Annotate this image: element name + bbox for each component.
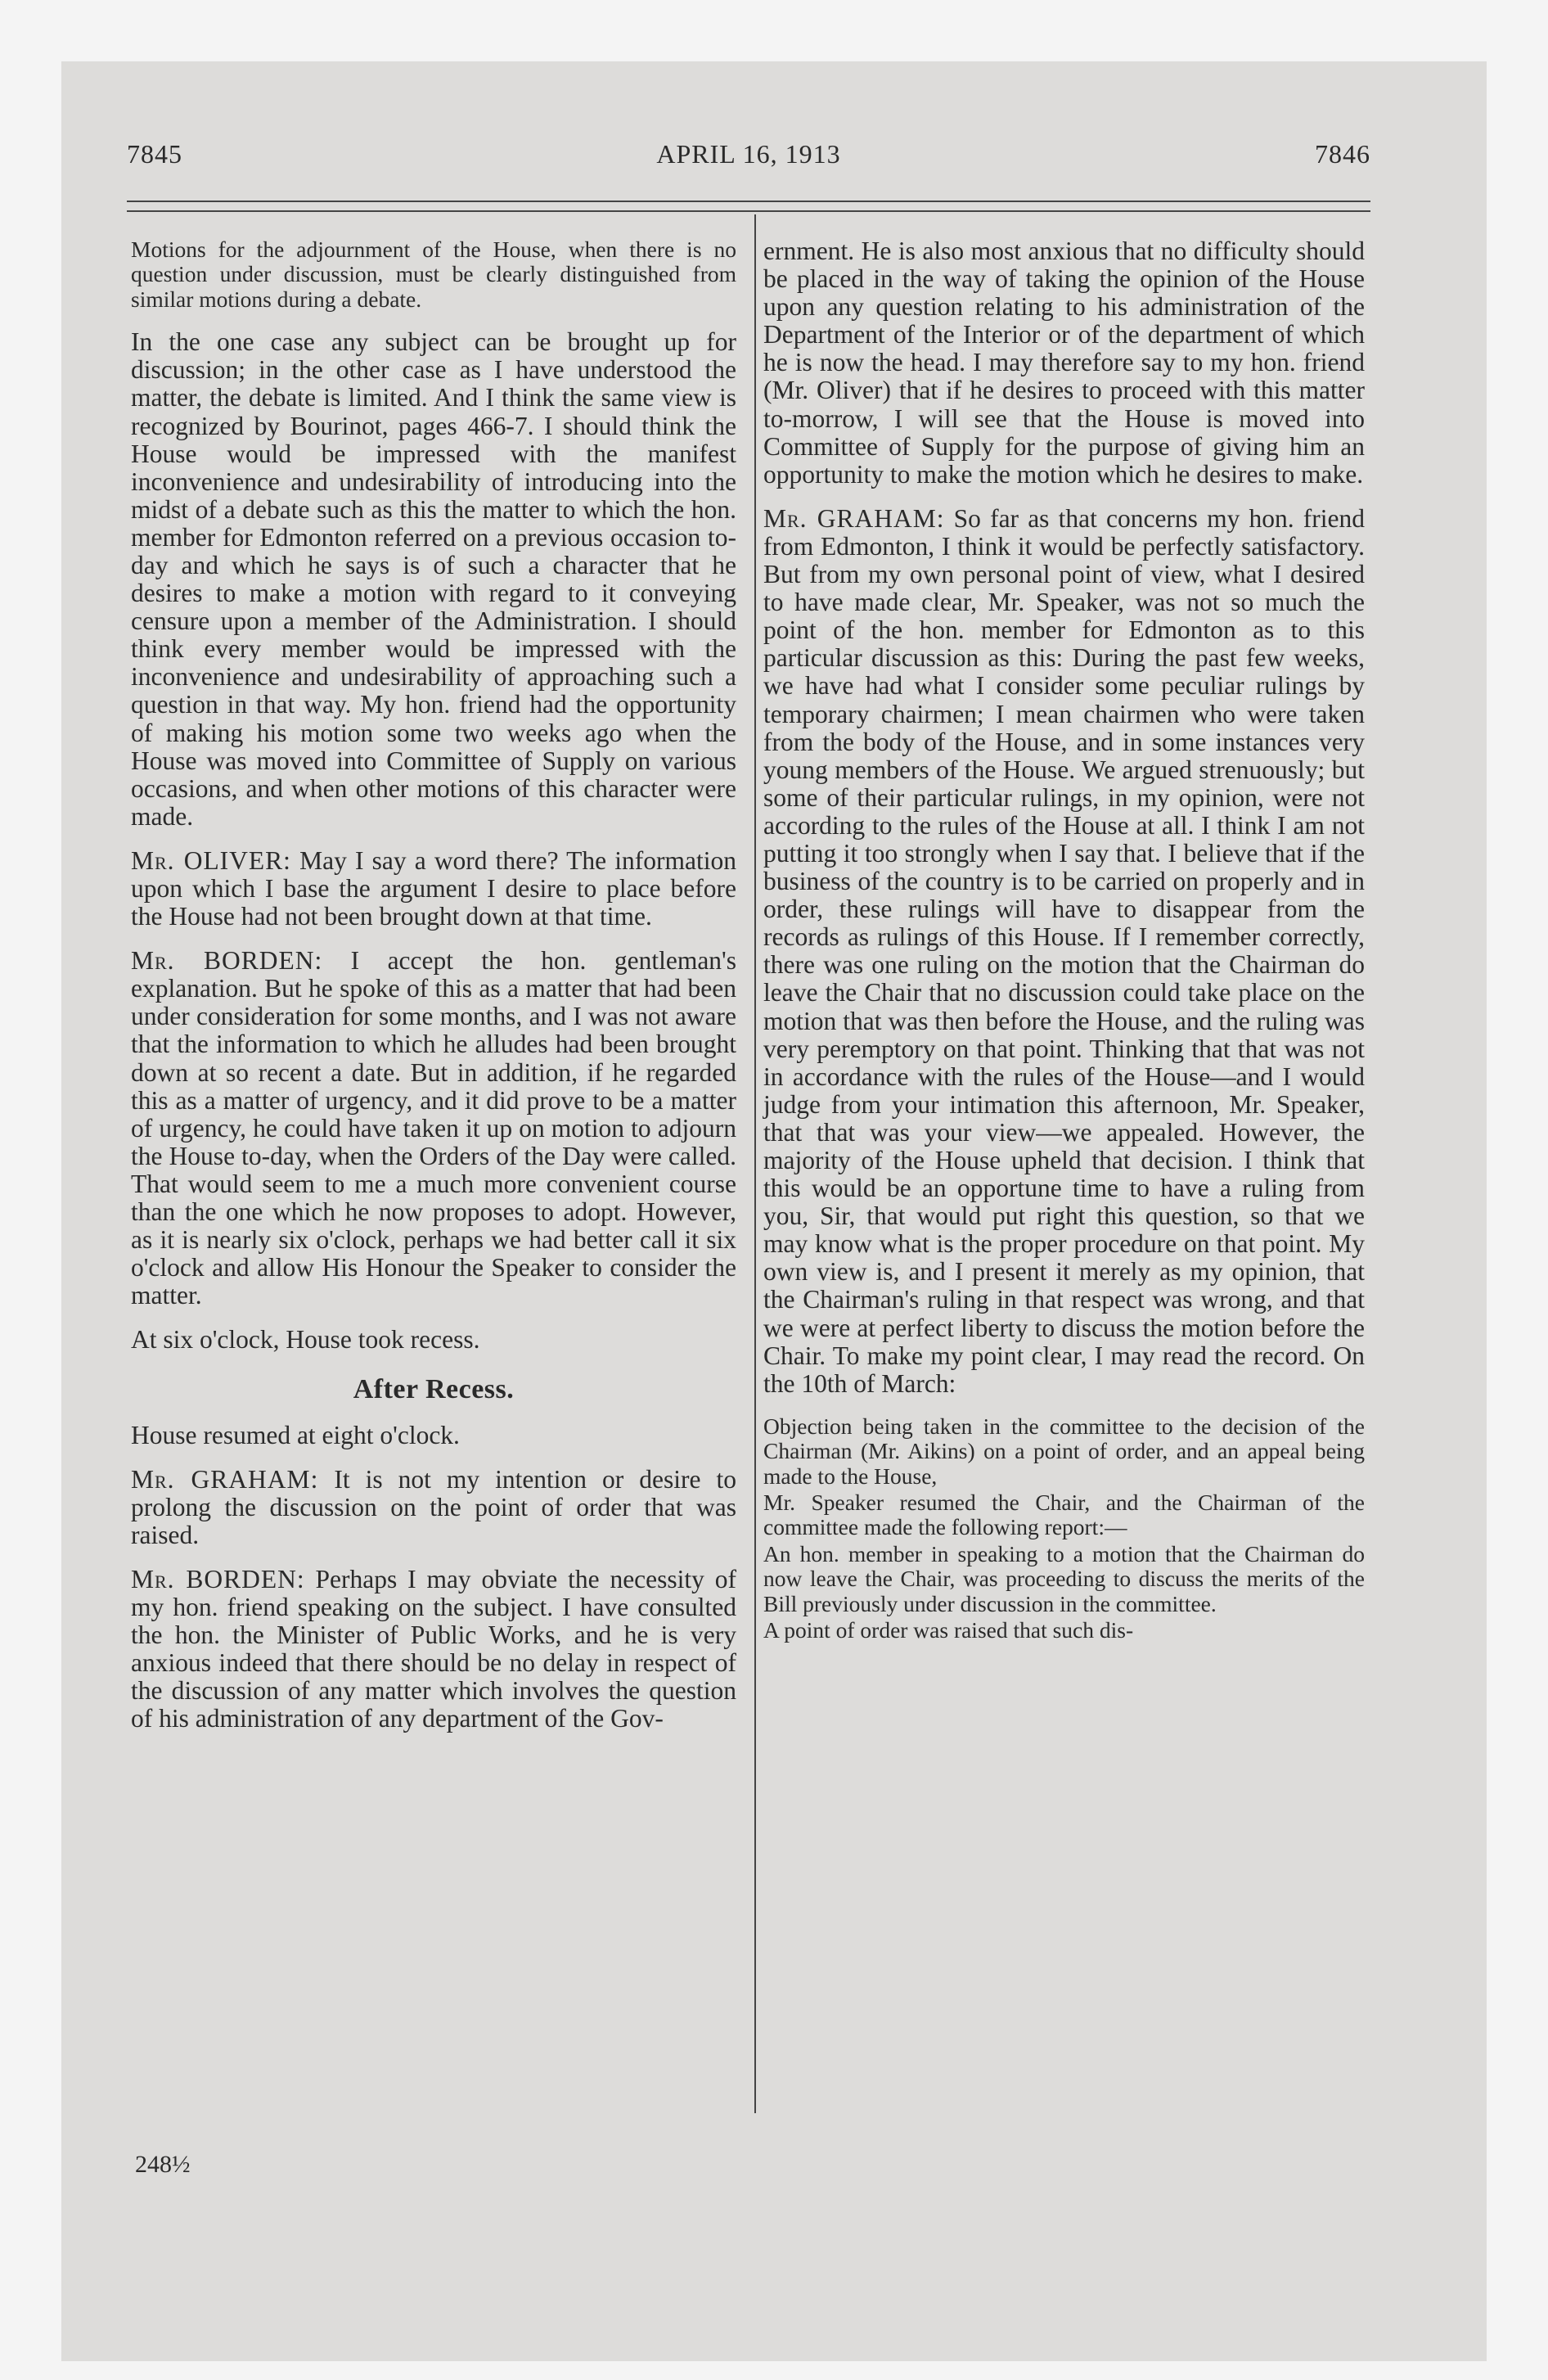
paragraph xyxy=(131,947,736,1309)
speaker-name: Mr. GRAHAM: xyxy=(763,503,945,533)
paragraph: House resumed at eight o'clock. xyxy=(131,1420,460,1449)
signature-folio: 248½ xyxy=(135,2151,191,2178)
section-heading: After Recess. xyxy=(353,1373,515,1404)
speech-text: May I say a word there? The information upon which I base the argument I desire to place before the House had not been brought down at that time. xyxy=(131,845,737,931)
column-divider xyxy=(754,214,756,2113)
paragraph xyxy=(131,1566,736,1733)
speaker-name: Mr. BORDEN: xyxy=(131,946,323,976)
speech-text: So far as that concerns my hon. friend from Edmonton, I think it would be perfectly satisfactory. But from my own personal point of view, what I desired to have made clear, Mr. Speaker, was not so much the point of the hon. member for Edmonton as to this particular discussion as this: During the past few weeks, we have had what I consider some peculiar rulings by temporary chairmen; I mean chairmen who were taken from the body of the House, and in some instances very young members of the House. We argued strenuously; but some of their particular rulings, in my opinion, were not according to the rules of the House at all. I think I am not putting it too strongly when I say that. I believe that if the business of the country is to be carried on properly and in order, these rulings will have to disappear from the records as rulings of this House. If I remember correctly, there was one ruling on the motion that the Chairman do leave the Chair that no discussion could take place on the motion that was then before the House, and the ruling was very peremptory on that point. Thinking that that was not in accordance with the rules of the House—and I would judge from your intimation this afternoon, Mr. Speaker, that that was your view—we appealed. However, the majority of the House upheld that decision. I think that this would be an opportune time to have a ruling from you, Sir, that would put right this question, so that we may know what is the proper procedure on that point. My own view is, and I present it merely as my opinion, that the Chairman's ruling in that respect was wrong, and that we were at perfect liberty to discuss the motion before the Chair. To make my point clear, I may read the record. On the 10th of March: xyxy=(763,503,1365,1398)
quoted-record: Objection being taken in the committee to the decision of the Chairman (Mr. Aikins) on a point of order, and an appeal being made to the House, xyxy=(763,1413,1365,1489)
speaker-name: Mr. OLIVER: xyxy=(131,845,291,875)
paragraph: At six o'clock, House took recess. xyxy=(131,1325,480,1355)
quoted-record: An hon. member in speaking to a motion that the Chairman do now leave the Chair, was proceeding to discuss the merits of the Bill previously under discussion in the committee. xyxy=(763,1540,1365,1616)
paragraph: In the one case any subject can be brought up for discussion; in the other case as I have understood the matter, the debate is limited. And I think the same view is recognized by Bourinot, pages 466-7. I should think the House would be impressed with the manifest inconvenience and undesirability of introducing into the midst of a debate such as this the matter to which the hon. member for Edmonton referred on a previous occasion to-day and which he says is of such a character that he desires to make a motion with regard to it conveying censure upon a member of the Administration. I should think every member would be impressed with the inconvenience and undesirability of approaching such a question in that way. My hon. friend had the opportunity of making his motion some two weeks ago when the House was moved into Committee of Supply on various occasions, and when other motions of this character were made. xyxy=(131,327,736,831)
paragraph xyxy=(131,1466,736,1549)
speaker-name: Mr. GRAHAM: xyxy=(131,1464,319,1494)
header-rule-top xyxy=(127,201,1370,202)
speech-text: Perhaps I may obviate the necessity of my hon. friend speaking on the subject. I have consulted the hon. the Minister of Public Works, and he is very anxious indeed that there should be no delay in respect of the discussion of any matter which involves the question of his administration of any department of the Gov- xyxy=(131,1564,736,1733)
page-number-left: 7845 xyxy=(127,139,182,169)
right-column xyxy=(763,237,1365,1645)
speaker-name: Mr. BORDEN: xyxy=(131,1564,305,1593)
paragraph xyxy=(131,847,736,931)
header-rule-bottom xyxy=(127,210,1370,212)
left-column xyxy=(131,237,736,1750)
paragraph: ernment. He is also most anxious that no difficulty should be placed in the way of taking the opinion of the House upon any question relating to his administration of the Department of the Interior or of the department of which he is now the head. I may therefore say to my hon. friend (Mr. Oliver) that if he desires to proceed with this matter to-morrow, I will see that the House is moved into Committee of Supply for the purpose of giving him an opportunity to make the motion which he desires to make. xyxy=(763,237,1365,489)
page-date: APRIL 16, 1913 xyxy=(656,139,841,169)
paragraph xyxy=(763,505,1365,1398)
paragraph: Motions for the adjournment of the House, when there is no question under discussion, must be clearly distinguished from similar motions during a debate. xyxy=(131,237,736,312)
speech-text: It is not my intention or desire to prolong the discussion on the point of order that was raised. xyxy=(131,1464,737,1549)
page-header xyxy=(127,139,1370,180)
quoted-record: A point of order was raised that such dis- xyxy=(763,1617,1134,1643)
page-number-right: 7846 xyxy=(1315,139,1370,169)
quoted-record: Mr. Speaker resumed the Chair, and the Chairman of the committee made the following report:— xyxy=(763,1490,1365,1540)
speech-text: I accept the hon. gentleman's explanation. But he spoke of this as a matter that had been under consideration for some months, and I was not aware that the information to which he alludes had been brought down at so recent a date. But in addition, if he regarded this as a matter of urgency, and it did prove to be a matter of urgency, he could have taken it up on motion to adjourn the House to-day, when the Orders of the Day were called. That would seem to me a much more convenient course than the one which he now proposes to adopt. However, as it is nearly six o'clock, perhaps we had better call it six o'clock and allow His Honour the Speaker to consider the matter. xyxy=(131,946,736,1310)
